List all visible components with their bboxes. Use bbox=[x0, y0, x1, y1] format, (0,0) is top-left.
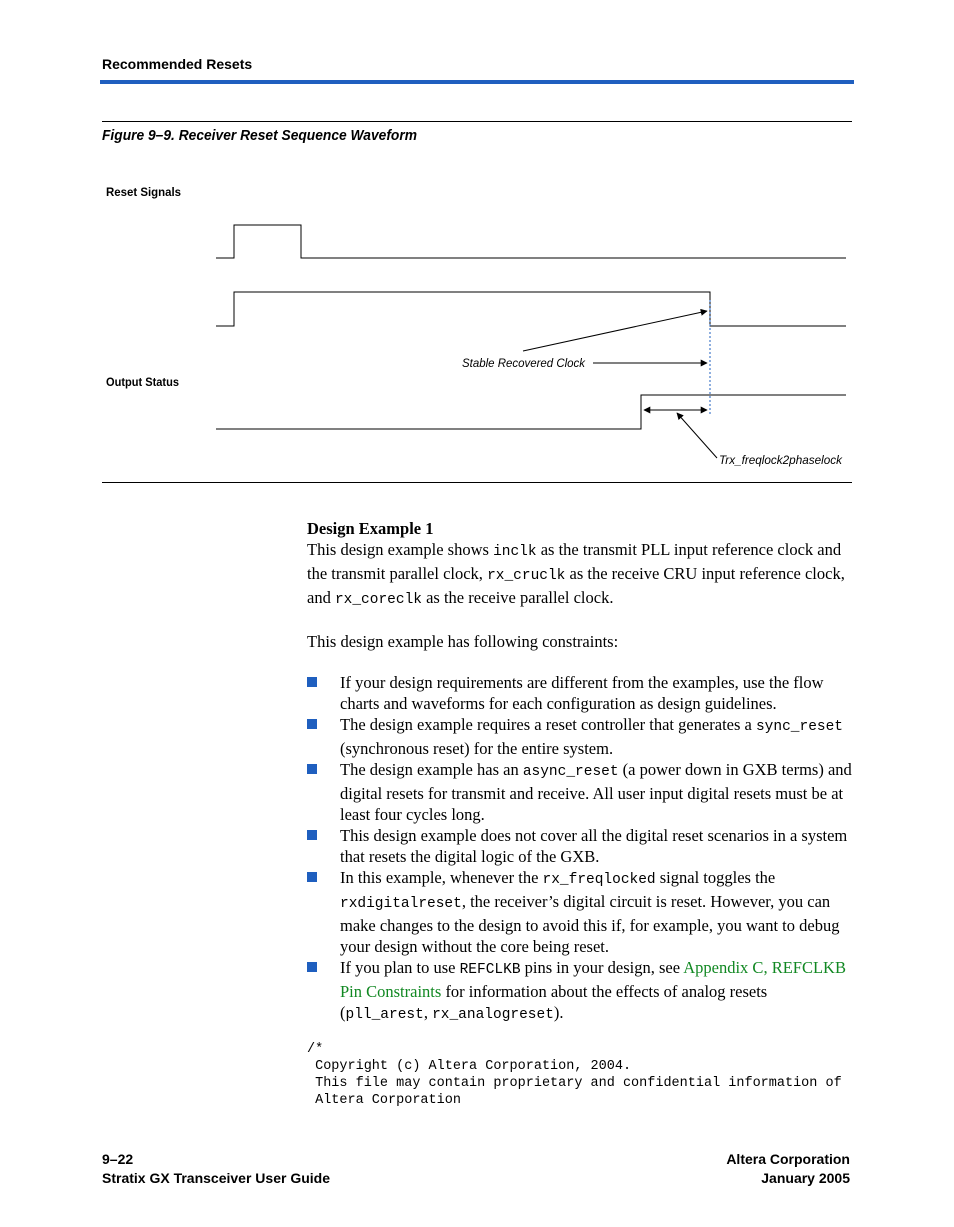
list-item bbox=[307, 672, 855, 714]
constraints-intro: This design example has following constraints: bbox=[307, 632, 619, 651]
code-term: inclk bbox=[493, 544, 537, 560]
text-run: for information about the effects of analog resets ( bbox=[340, 982, 768, 1022]
reset-waveform-diagram bbox=[0, 0, 954, 500]
trx-freqlock2phaselock-label: Trx_freqlock2phaselock bbox=[719, 453, 843, 467]
code-listing: /* Copyright (c) Altera Corporation, 2004. This file may contain proprietary and confidential information of Altera Corporation bbox=[307, 1042, 842, 1108]
bullet-square-icon bbox=[307, 830, 317, 840]
text-run: (synchronous reset) for the entire system. bbox=[340, 739, 614, 758]
text-run: as the receive parallel clock. bbox=[421, 588, 614, 607]
intro-paragraph bbox=[307, 539, 855, 611]
stable-clock-arrow-up bbox=[523, 311, 707, 351]
text-run: (a power down in GXB terms) and digital resets for transmit and receive. All user input digital resets must be at least four cycles long. bbox=[340, 760, 852, 824]
text-run: as the transmit PLL input reference clock and the transmit parallel clock, bbox=[307, 540, 842, 583]
code-term: rx_cruclk bbox=[487, 568, 566, 584]
text-run: as the receive CRU input reference clock, and bbox=[307, 564, 845, 607]
text-run: signal toggles the bbox=[655, 868, 776, 887]
figure-bottom-rule bbox=[102, 482, 852, 483]
bullet-square-icon bbox=[307, 677, 317, 687]
constraints-list bbox=[307, 672, 855, 1026]
text-run: If your design requirements are different from the examples, use the flow charts and waveforms for each configuration as design guidelines. bbox=[340, 673, 824, 713]
text-run: In this example, whenever the bbox=[340, 868, 543, 887]
appendix-c-link[interactable]: Appendix C, REFCLKB Pin Constraints bbox=[340, 958, 846, 1001]
output-status-label: Output Status bbox=[106, 375, 180, 389]
trx-leader-arrow bbox=[677, 413, 717, 458]
reset-signal-pulse bbox=[216, 225, 846, 258]
code-term: async_reset bbox=[522, 764, 619, 780]
footer-left bbox=[102, 1150, 330, 1188]
code-term: pll_arest bbox=[345, 1007, 424, 1023]
bullet-square-icon bbox=[307, 764, 317, 774]
code-term: rxdigitalreset bbox=[340, 896, 462, 912]
bullet-square-icon bbox=[307, 872, 317, 882]
list-item bbox=[307, 714, 855, 759]
code-term: rx_analogreset bbox=[432, 1007, 554, 1023]
footer-right bbox=[726, 1150, 850, 1188]
guide-title: Stratix GX Transceiver User Guide bbox=[102, 1170, 330, 1186]
text-run: This design example does not cover all the digital reset scenarios in a system that resets the digital logic of the GXB. bbox=[340, 826, 848, 866]
text-run: , the receiver’s digital circuit is reset. However, you can make changes to the design to avoid this if, for example, you want to debug your design without the core being reset. bbox=[340, 892, 840, 956]
output-status-signal bbox=[216, 395, 846, 429]
section-heading: Design Example 1 bbox=[307, 519, 434, 538]
running-header: Recommended Resets bbox=[102, 56, 253, 72]
text-run: The design example has an bbox=[340, 760, 523, 779]
bullet-square-icon bbox=[307, 719, 317, 729]
text-run: ). bbox=[553, 1003, 564, 1022]
text-run: The design example requires a reset controller that generates a bbox=[340, 715, 756, 734]
code-term: rx_coreclk bbox=[334, 592, 422, 608]
code-term: REFCLKB bbox=[459, 962, 521, 978]
bullet-square-icon bbox=[307, 962, 317, 972]
company-name: Altera Corporation bbox=[726, 1151, 850, 1167]
list-item bbox=[307, 759, 855, 825]
main-content bbox=[307, 518, 855, 1026]
list-item bbox=[307, 867, 855, 957]
list-item bbox=[307, 957, 855, 1026]
list-item bbox=[307, 825, 855, 867]
code-term: rx_freqlocked bbox=[542, 872, 656, 888]
reset-signals-label: Reset Signals bbox=[106, 185, 182, 199]
publication-date: January 2005 bbox=[761, 1170, 850, 1186]
figure-caption: Figure 9–9. Receiver Reset Sequence Waveform bbox=[102, 127, 417, 144]
text-run: If you plan to use bbox=[340, 958, 460, 977]
stable-recovered-clock-label: Stable Recovered Clock bbox=[462, 356, 586, 370]
text-run: pins in your design, see bbox=[520, 958, 684, 977]
page-number: 9–22 bbox=[102, 1151, 134, 1167]
reset-signal-long bbox=[216, 292, 846, 326]
code-term: sync_reset bbox=[755, 719, 843, 735]
text-run: , bbox=[423, 1003, 433, 1022]
text-run: This design example shows bbox=[307, 540, 494, 559]
